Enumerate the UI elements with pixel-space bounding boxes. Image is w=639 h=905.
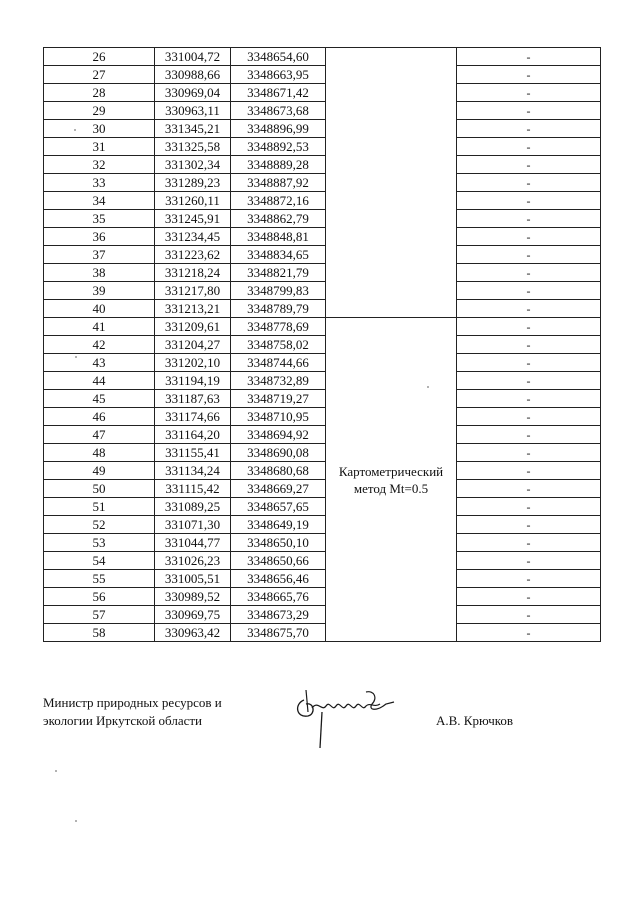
signatory-title-line-1: Министр природных ресурсов и — [43, 695, 222, 710]
x-coordinate-cell: 331005,51 — [155, 570, 231, 588]
scan-speck — [55, 770, 57, 772]
table-row — [44, 264, 601, 282]
point-number-cell: 31 — [44, 138, 155, 156]
y-coordinate-cell: 3348654,60 — [231, 48, 326, 66]
y-coordinate-cell: 3348694,92 — [231, 426, 326, 444]
point-number-cell: 29 — [44, 102, 155, 120]
y-coordinate-cell: 3348650,66 — [231, 552, 326, 570]
x-coordinate-cell: 331289,23 — [155, 174, 231, 192]
table-row — [44, 318, 601, 336]
error-cell: - — [457, 552, 601, 570]
x-coordinate-cell: 331115,42 — [155, 480, 231, 498]
y-coordinate-cell: 3348657,65 — [231, 498, 326, 516]
error-cell: - — [457, 534, 601, 552]
point-number-cell: 34 — [44, 192, 155, 210]
table-row — [44, 426, 601, 444]
x-coordinate-cell: 330963,11 — [155, 102, 231, 120]
y-coordinate-cell: 3348799,83 — [231, 282, 326, 300]
table-row — [44, 498, 601, 516]
method-text-line-2: метод Mt=0.5 — [353, 480, 429, 496]
error-cell: - — [457, 624, 601, 642]
point-number-cell: 54 — [44, 552, 155, 570]
y-coordinate-cell: 3348673,68 — [231, 102, 326, 120]
y-coordinate-cell: 3348778,69 — [231, 318, 326, 336]
point-number-cell: 30 — [44, 120, 155, 138]
table-row — [44, 48, 601, 66]
point-number-cell: 42 — [44, 336, 155, 354]
point-number-cell: 35 — [44, 210, 155, 228]
error-cell: - — [457, 138, 601, 156]
x-coordinate-cell: 331345,21 — [155, 120, 231, 138]
y-coordinate-cell: 3348821,79 — [231, 264, 326, 282]
x-coordinate-cell: 331071,30 — [155, 516, 231, 534]
x-coordinate-cell: 331089,25 — [155, 498, 231, 516]
x-coordinate-cell: 331004,72 — [155, 48, 231, 66]
error-cell: - — [457, 66, 601, 84]
y-coordinate-cell: 3348889,28 — [231, 156, 326, 174]
method-text-line-1: Картометрический — [338, 463, 444, 479]
y-coordinate-cell: 3348710,95 — [231, 408, 326, 426]
point-number-cell: 44 — [44, 372, 155, 390]
point-number-cell: 39 — [44, 282, 155, 300]
x-coordinate-cell: 331134,24 — [155, 462, 231, 480]
point-number-cell: 57 — [44, 606, 155, 624]
y-coordinate-cell: 3348862,79 — [231, 210, 326, 228]
error-cell: - — [457, 120, 601, 138]
table-row — [44, 390, 601, 408]
y-coordinate-cell: 3348680,68 — [231, 462, 326, 480]
y-coordinate-cell: 3348732,89 — [231, 372, 326, 390]
point-number-cell: 46 — [44, 408, 155, 426]
error-cell: - — [457, 480, 601, 498]
table-row — [44, 588, 601, 606]
error-cell: - — [457, 156, 601, 174]
handwritten-signature-icon — [290, 682, 400, 754]
x-coordinate-cell: 331325,58 — [155, 138, 231, 156]
x-coordinate-cell: 330969,75 — [155, 606, 231, 624]
x-coordinate-cell: 330988,66 — [155, 66, 231, 84]
error-cell: - — [457, 102, 601, 120]
y-coordinate-cell: 3348789,79 — [231, 300, 326, 318]
y-coordinate-cell: 3348650,10 — [231, 534, 326, 552]
coordinates-table — [43, 47, 601, 642]
table-row — [44, 228, 601, 246]
error-cell: - — [457, 228, 601, 246]
table-row — [44, 606, 601, 624]
y-coordinate-cell: 3348663,95 — [231, 66, 326, 84]
point-number-cell: 47 — [44, 426, 155, 444]
signatory-title — [43, 694, 283, 730]
point-number-cell: 33 — [44, 174, 155, 192]
x-coordinate-cell: 331245,91 — [155, 210, 231, 228]
x-coordinate-cell: 331204,27 — [155, 336, 231, 354]
error-cell: - — [457, 48, 601, 66]
x-coordinate-cell: 331187,63 — [155, 390, 231, 408]
y-coordinate-cell: 3348887,92 — [231, 174, 326, 192]
table-row — [44, 156, 601, 174]
table-row — [44, 102, 601, 120]
y-coordinate-cell: 3348848,81 — [231, 228, 326, 246]
table-row — [44, 462, 601, 480]
x-coordinate-cell: 331209,61 — [155, 318, 231, 336]
error-cell: - — [457, 444, 601, 462]
x-coordinate-cell: 330969,04 — [155, 84, 231, 102]
signatory-title-line-2: экологии Иркутской области — [43, 713, 202, 728]
point-number-cell: 48 — [44, 444, 155, 462]
x-coordinate-cell: 331213,21 — [155, 300, 231, 318]
y-coordinate-cell: 3348673,29 — [231, 606, 326, 624]
method-cell-group-1 — [326, 48, 457, 318]
table-row — [44, 624, 601, 642]
x-coordinate-cell: 331202,10 — [155, 354, 231, 372]
table-row — [44, 120, 601, 138]
y-coordinate-cell: 3348719,27 — [231, 390, 326, 408]
error-cell: - — [457, 426, 601, 444]
table-row — [44, 192, 601, 210]
error-cell: - — [457, 336, 601, 354]
error-cell: - — [457, 516, 601, 534]
error-cell: - — [457, 282, 601, 300]
table-row — [44, 444, 601, 462]
table-row — [44, 552, 601, 570]
point-number-cell: 51 — [44, 498, 155, 516]
table-row — [44, 354, 601, 372]
table-row — [44, 246, 601, 264]
x-coordinate-cell: 331234,45 — [155, 228, 231, 246]
y-coordinate-cell: 3348744,66 — [231, 354, 326, 372]
table-row — [44, 300, 601, 318]
signatory-name: А.В. Крючков — [436, 713, 514, 728]
y-coordinate-cell: 3348671,42 — [231, 84, 326, 102]
x-coordinate-cell: 331164,20 — [155, 426, 231, 444]
x-coordinate-cell: 331260,11 — [155, 192, 231, 210]
table-row — [44, 480, 601, 498]
x-coordinate-cell: 330963,42 — [155, 624, 231, 642]
error-cell: - — [457, 390, 601, 408]
point-number-cell: 26 — [44, 48, 155, 66]
y-coordinate-cell: 3348872,16 — [231, 192, 326, 210]
point-number-cell: 55 — [44, 570, 155, 588]
point-number-cell: 52 — [44, 516, 155, 534]
error-cell: - — [457, 192, 601, 210]
table-row — [44, 336, 601, 354]
y-coordinate-cell: 3348649,19 — [231, 516, 326, 534]
y-coordinate-cell: 3348896,99 — [231, 120, 326, 138]
y-coordinate-cell: 3348834,65 — [231, 246, 326, 264]
point-number-cell: 41 — [44, 318, 155, 336]
x-coordinate-cell: 330989,52 — [155, 588, 231, 606]
point-number-cell: 37 — [44, 246, 155, 264]
point-number-cell: 58 — [44, 624, 155, 642]
x-coordinate-cell: 331194,19 — [155, 372, 231, 390]
x-coordinate-cell: 331174,66 — [155, 408, 231, 426]
table-row — [44, 534, 601, 552]
table-row — [44, 84, 601, 102]
table-row — [44, 282, 601, 300]
table-row — [44, 516, 601, 534]
point-number-cell: 43 — [44, 354, 155, 372]
error-cell: - — [457, 210, 601, 228]
error-cell: - — [457, 462, 601, 480]
error-cell: - — [457, 372, 601, 390]
table-row — [44, 372, 601, 390]
scan-speck — [75, 820, 77, 822]
error-cell: - — [457, 570, 601, 588]
x-coordinate-cell: 331223,62 — [155, 246, 231, 264]
x-coordinate-cell: 331026,23 — [155, 552, 231, 570]
y-coordinate-cell: 3348665,76 — [231, 588, 326, 606]
x-coordinate-cell: 331218,24 — [155, 264, 231, 282]
error-cell: - — [457, 300, 601, 318]
error-cell: - — [457, 246, 601, 264]
error-cell: - — [457, 174, 601, 192]
table-row — [44, 570, 601, 588]
error-cell: - — [457, 606, 601, 624]
scan-speck — [427, 386, 429, 388]
y-coordinate-cell: 3348675,70 — [231, 624, 326, 642]
error-cell: - — [457, 84, 601, 102]
x-coordinate-cell: 331302,34 — [155, 156, 231, 174]
point-number-cell: 53 — [44, 534, 155, 552]
point-number-cell: 27 — [44, 66, 155, 84]
point-number-cell: 45 — [44, 390, 155, 408]
x-coordinate-cell: 331217,80 — [155, 282, 231, 300]
table-row — [44, 174, 601, 192]
scan-speck — [74, 129, 76, 131]
x-coordinate-cell: 331044,77 — [155, 534, 231, 552]
point-number-cell: 28 — [44, 84, 155, 102]
method-cell-group-2 — [326, 318, 457, 642]
point-number-cell: 38 — [44, 264, 155, 282]
y-coordinate-cell: 3348892,53 — [231, 138, 326, 156]
point-number-cell: 32 — [44, 156, 155, 174]
error-cell: - — [457, 588, 601, 606]
point-number-cell: 49 — [44, 462, 155, 480]
x-coordinate-cell: 331155,41 — [155, 444, 231, 462]
table-row — [44, 66, 601, 84]
error-cell: - — [457, 318, 601, 336]
error-cell: - — [457, 264, 601, 282]
scan-speck — [75, 356, 77, 358]
y-coordinate-cell: 3348758,02 — [231, 336, 326, 354]
y-coordinate-cell: 3348669,27 — [231, 480, 326, 498]
error-cell: - — [457, 408, 601, 426]
y-coordinate-cell: 3348690,08 — [231, 444, 326, 462]
table-row — [44, 138, 601, 156]
point-number-cell: 36 — [44, 228, 155, 246]
table-row — [44, 210, 601, 228]
y-coordinate-cell: 3348656,46 — [231, 570, 326, 588]
coordinates-table-body — [44, 48, 601, 642]
error-cell: - — [457, 498, 601, 516]
point-number-cell: 56 — [44, 588, 155, 606]
point-number-cell: 50 — [44, 480, 155, 498]
table-row — [44, 408, 601, 426]
point-number-cell: 40 — [44, 300, 155, 318]
error-cell: - — [457, 354, 601, 372]
